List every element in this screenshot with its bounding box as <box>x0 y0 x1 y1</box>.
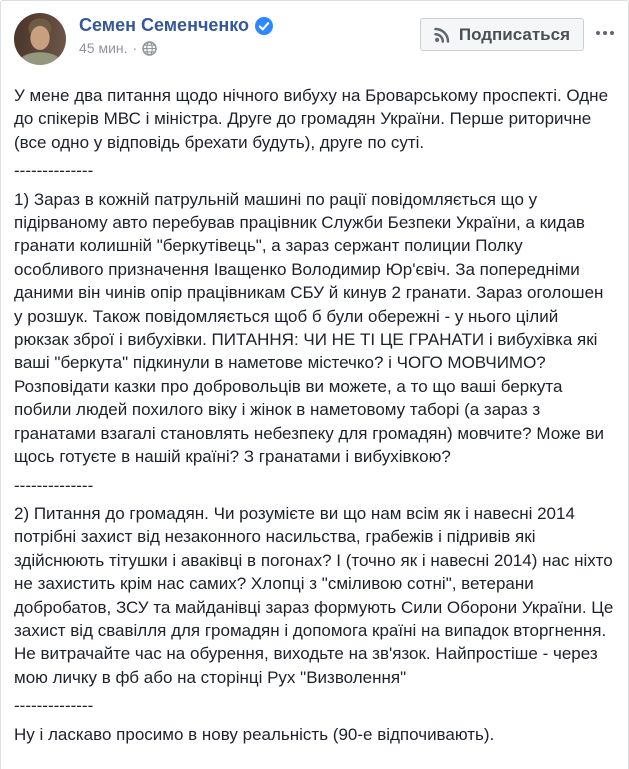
post-paragraph: -------------- <box>14 161 94 181</box>
post-paragraph: Ну і ласкаво просимо в нову реальність (90-е відпочивають). <box>14 724 495 744</box>
timestamp-link[interactable]: 45 мин. <box>79 40 128 56</box>
post-paragraph: -------------- <box>14 475 94 495</box>
post-paragraph: У мене два питання щодо нічного вибуху на Броварському проспекті. Одне до спікерів МВС і міністра. Друге до громадян України. Перше риторичне (все одно у відповідь брехати будуть), друге по суті. <box>14 86 609 152</box>
post-paragraph: 2) Питання до громадян. Чи розумієте ви що нам всім як і навесні 2014 потрібні захист від незаконного насильства, грабежів і підривів які здійснюють тітушки і аваківці в погонах? І (точно як і навесні 2014) нас ніхто не захистить крім нас самих? Хлопці з "сміливою сотні", ветерани добробатов, ЗСУ та майданівці зараз формують Сили Оборони України. Це захист від свавілля для громадян і допомога країні на випадок вторгнення. Не витрачайте час на обурення, виходьте на зв'язок. Найпростіше - через мою личку в фб або на сторінці Рух "Визволення" <box>14 503 614 687</box>
verified-badge-icon <box>255 17 273 35</box>
post-paragraph: 1) Зараз в кожній патрульній машині по рації повідомляється що у підірваному авто перебував працівник Служби Безпеки України, а кидав гранати колишній "беркутівець", а зараз сержант полиции Полку особливого призначення Іващенко Володимир Юр'євіч. За попередніми даними він чинів опір працівникам СБУ й кинув 2 гранати. Зараз оголошен у розшук. Також повідомляється щоб б були обережні - у нього цілий рюкзак зброї і вибухівки. ПИТАННЯ: ЧИ НЕ ТІ ЦЕ ГРАНАТИ і вибухівка які ваші "беркута" підкинули в наметове містечко? і ЧОГО МОВЧИМО? Розповідати казки про добровольців ви можете, а то що ваші беркута побили людей похилого віку і жінок в наметовому таборі (а зараз з гранатами взагалі становлять небезпеку для громадян) мовчите? Може ви щось готуєте в нашій країні? З гранатами і вибухівкою? <box>14 189 605 467</box>
rss-follow-icon <box>434 27 450 43</box>
post-paragraph: -------------- <box>14 696 94 716</box>
follow-button[interactable] <box>420 18 584 51</box>
post-header <box>1 1 628 79</box>
follow-button-label: Подписаться <box>458 24 570 44</box>
globe-public-icon <box>142 41 157 56</box>
author-name-link[interactable]: Семен Семенченко <box>79 15 250 35</box>
post-text <box>1 79 628 758</box>
avatar[interactable] <box>14 13 66 65</box>
more-options-button[interactable] <box>588 23 622 43</box>
more-options-dots-icon <box>596 31 600 35</box>
meta-separator: · <box>132 40 138 56</box>
